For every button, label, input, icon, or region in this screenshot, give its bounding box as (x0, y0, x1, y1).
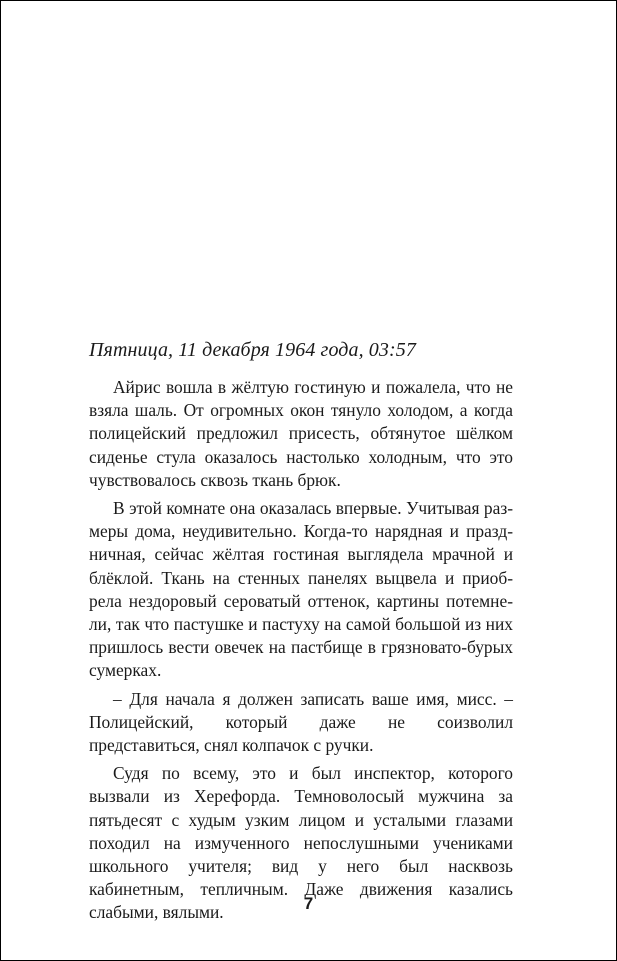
paragraph-3: – Для начала я должен записать ваше имя, мисс. – Полицейский, который даже не соизволил представиться, снял колпачок с ручки. (89, 688, 513, 756)
paragraph-4: Судя по всему, это и был инспектор, которого вызвали из Херефорда. Темноволосый мужчина за пятьдесят с худым узким лицом и усталыми глазами походил на измученного непослушными учениками школьного учителя; вид у него был насквозь кабинетным, тепличным. Даже движения казались слабыми, вялыми. (89, 763, 513, 923)
page-number: 7 (303, 894, 314, 913)
paragraph-2: В этой комнате она оказалась впервые. Учитывая размеры дома, неудивительно. Когда-то нарядная и праздничная, сейчас жёлтая гостиная выглядела мрачной и блёклой. Ткань на стенных панелях выцвела и приобрела нездоровый сероватый оттенок, картины потемнели, так что пастушке и пастуху на самой большой из них пришлось вести овечек на пастбище в грязновато-бурых сумерках. (89, 498, 513, 681)
chapter-heading: Пятница, 11 декабря 1964 года, 03:57 (89, 339, 416, 361)
chapter-text (89, 338, 513, 930)
paragraph-1: Айрис вошла в жёлтую гостиную и пожалела, что не взяла шаль. От огромных окон тянуло холодом, а когда полицейский предложил присесть, обтянутое шёлком сиденье стула оказалось настолько холодным, что это чувствовалось сквозь ткань брюк. (89, 377, 513, 490)
